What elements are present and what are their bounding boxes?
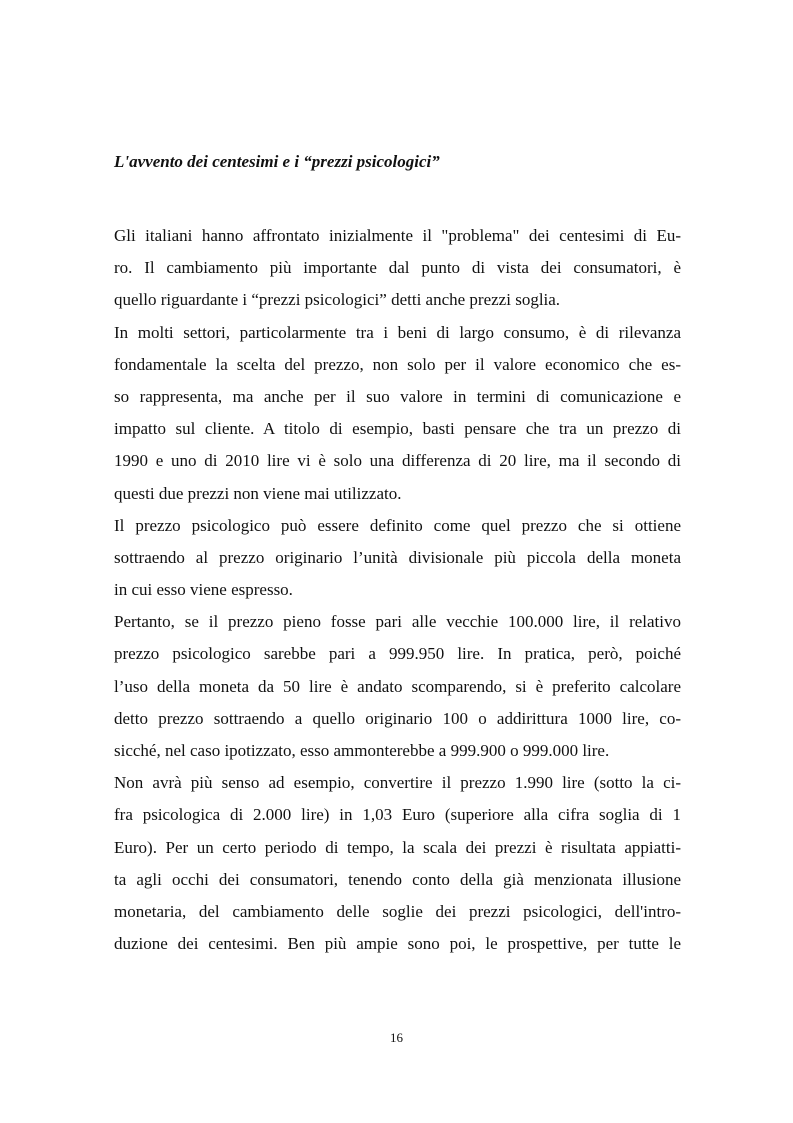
section-heading: L'avvento dei centesimi e i “prezzi psicologici” bbox=[114, 152, 440, 171]
text-line: 1990 e uno di 2010 lire vi è solo una differenza di 20 lire, ma il secondo di bbox=[114, 451, 681, 471]
text-line: Non avrà più senso ad esempio, convertire il prezzo 1.990 lire (sotto la ci- bbox=[114, 773, 681, 793]
text-line: in cui esso viene espresso. bbox=[114, 580, 293, 600]
text-line: Pertanto, se il prezzo pieno fosse pari alle vecchie 100.000 lire, il relativo bbox=[114, 612, 681, 632]
text-line: quello riguardante i “prezzi psicologici” detti anche prezzi soglia. bbox=[114, 290, 561, 310]
text-line: l’uso della moneta da 50 lire è andato scomparendo, si è preferito calcolare bbox=[114, 676, 681, 696]
text-line: fondamentale la scelta del prezzo, non solo per il valore economico che es- bbox=[114, 354, 681, 374]
text-line: impatto sul cliente. A titolo di esempio, basti pensare che tra un prezzo di bbox=[114, 419, 681, 439]
text-line: fra psicologica di 2.000 lire) in 1,03 Euro (superiore alla cifra soglia di 1 bbox=[114, 805, 681, 825]
text-line: Gli italiani hanno affrontato inizialmente il "problema" dei centesimi di Eu- bbox=[114, 226, 681, 245]
text-line: sicché, nel caso ipotizzato, esso ammonterebbe a 999.900 o 999.000 lire. bbox=[114, 741, 610, 760]
text-line: detto prezzo sottraendo a quello originario 100 o addirittura 1000 lire, co- bbox=[114, 708, 681, 728]
text-line: questi due prezzi non viene mai utilizzato. bbox=[114, 483, 402, 503]
text-line: so rappresenta, ma anche per il suo valore in termini di comunicazione e bbox=[114, 386, 681, 406]
text-line: prezzo psicologico sarebbe pari a 999.950 lire. In pratica, però, poiché bbox=[114, 644, 681, 664]
text-line: Il prezzo psicologico può essere definito come quel prezzo che si ottiene bbox=[114, 515, 681, 535]
text-line: Euro). Per un certo periodo di tempo, la scala dei prezzi è risultata appiatti- bbox=[114, 837, 681, 857]
text-line: sottraendo al prezzo originario l’unità divisionale più piccola della moneta bbox=[114, 547, 681, 567]
page-number: 16 bbox=[390, 1030, 403, 1045]
text-line: ta agli occhi dei consumatori, tenendo conto della già menzionata illusione bbox=[114, 869, 681, 889]
text-line: duzione dei centesimi. Ben più ampie sono poi, le prospettive, per tutte le bbox=[114, 934, 681, 954]
text-line: ro. Il cambiamento più importante dal punto di vista dei consumatori, è bbox=[114, 258, 681, 278]
body-text bbox=[114, 220, 681, 960]
text-line: monetaria, del cambiamento delle soglie dei prezzi psicologici, dell'intro- bbox=[114, 901, 681, 921]
text-line: In molti settori, particolarmente tra i beni di largo consumo, è di rilevanza bbox=[114, 322, 681, 342]
